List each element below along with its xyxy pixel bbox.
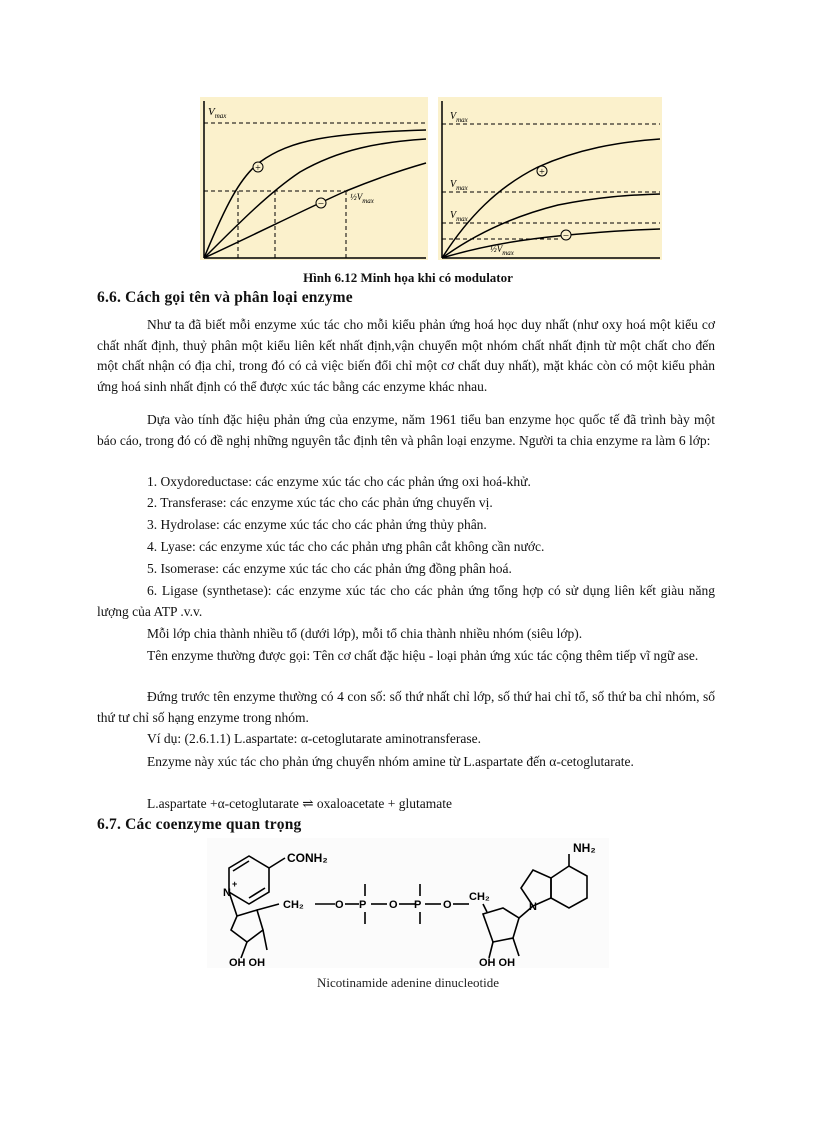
- conh2-label: CONH₂: [287, 851, 328, 865]
- ch2-label-right: CH₂: [469, 891, 490, 903]
- nad-structure-drawing: [207, 838, 609, 968]
- oh-label-left: OH OH: [229, 957, 266, 968]
- paragraph-2: Dựa vào tính đặc hiệu phản ứng của enzyme, năm 1961 tiểu ban enzyme học quốc tế đã trình bày một báo cáo, trong đó có đề nghị những nguyên tắc định tên và phân loại enzyme. Người ta chia enzyme ra làm 6 lớp:: [97, 412, 715, 448]
- n-label-pyridine: N: [223, 887, 231, 899]
- p-label-2: P: [414, 899, 422, 911]
- enzyme-class-6: 6. Ligase (synthetase): các enzyme xúc tác cho các phản ứng tổng hợp có sử dụng liên kết giàu năng lượng của ATP .v.v.: [97, 583, 715, 619]
- figure-caption: Hình 6.12 Minh họa khi có modulator: [303, 270, 513, 285]
- p-label-1: P: [359, 899, 367, 911]
- paragraph-4: Tên enzyme thường được gọi: Tên cơ chất đặc hiệu - loại phản ứng xúc tác cộng thêm tiếp vĩ ngữ ase.: [147, 648, 699, 663]
- paragraph-5: Đứng trước tên enzyme thường có 4 con số: số thứ nhất chỉ lớp, số thứ hai chỉ tổ, số thứ ba chỉ nhóm, số thứ tư chỉ số hạng enzyme trong nhóm.: [97, 689, 715, 725]
- reaction-equation: L.aspartate +α-cetoglutarate ⇌ oxaloacetate + glutamate: [147, 796, 452, 811]
- paragraph-3: Mỗi lớp chia thành nhiều tổ (dưới lớp), mỗi tổ chia thành nhiều nhóm (siêu lớp).: [147, 626, 583, 641]
- vmax-label-2: $V_{max}$: [450, 179, 468, 192]
- o-label-3: O: [443, 899, 452, 911]
- plus-marker: +: [255, 163, 261, 174]
- vmax-label: $V_{max}$: [450, 111, 468, 124]
- enzyme-class-4: 4. Lyase: các enzyme xúc tác cho các phản ưng phân cắt không cần nước.: [147, 539, 545, 554]
- o-label-1: O: [335, 899, 344, 911]
- half-vmax-label: $\frac{1}{2}V_{max}$: [350, 192, 374, 205]
- nad-structure-figure: [207, 838, 609, 968]
- o-label-2: O: [389, 899, 398, 911]
- enzyme-class-5: 5. Isomerase: các enzyme xúc tác cho các phản ứng đồng phân hoá.: [147, 561, 512, 576]
- paragraph-6: Enzyme này xúc tác cho phản ứng chuyển nhóm amine từ L.aspartate đến α-cetoglutarate.: [147, 754, 634, 769]
- enzyme-class-2: 2. Transferase: các enzyme xúc tác cho các phản ứng chuyển vị.: [147, 495, 493, 510]
- vmax-label-3: $V_{max}$: [450, 210, 468, 223]
- minus-marker: −: [562, 230, 570, 242]
- vmax-label: $V_{max}$: [208, 106, 227, 120]
- n-label-purine: N: [529, 901, 537, 913]
- oh-label-right: OH OH: [479, 957, 516, 968]
- paragraph-1: Như ta đã biết mỗi enzyme xúc tác cho mỗi kiểu phản ứng hoá học duy nhất (như oxy hoá một kiểu cơ chất nhất định, thuỷ phân một kiểu liên kết nhất định,vận chuyển một nhóm chất nhất định từ một chất cho đến một chất nhận có địa chỉ, trong đó có cả việc biến đổi chỉ một cơ chất duy nhất), mặt khác còn có một kiểu phản ứng hoá sinh nhất định có thể được xúc tác bằng các enzyme khác nhau.: [97, 317, 715, 394]
- section-heading-6-6: 6.6. Cách gọi tên và phân loại enzyme: [97, 289, 353, 306]
- figure-right-panel: [438, 97, 662, 260]
- plus-marker: +: [539, 167, 545, 178]
- section-heading-6-7: 6.7. Các coenzyme quan trọng: [97, 816, 302, 833]
- plus-charge-label: +: [232, 879, 238, 889]
- structure-caption: Nicotinamide adenine dinucleotide: [317, 975, 499, 990]
- enzyme-class-1: 1. Oxydoreductase: các enzyme xúc tác cho các phản ứng oxi hoá-khử.: [147, 474, 531, 489]
- kinetics-plot-right: [438, 97, 662, 260]
- enzyme-class-3: 3. Hydrolase: các enzyme xúc tác cho các phản ứng thủy phân.: [147, 517, 487, 532]
- figure-left-panel: [200, 97, 428, 260]
- example-line: Ví dụ: (2.6.1.1) L.aspartate: α-cetoglutarate aminotransferase.: [147, 731, 481, 746]
- kinetics-plot-left: [200, 97, 428, 260]
- minus-marker: −: [317, 198, 325, 210]
- half-vmax-label: $\frac{1}{2}V_{max}$: [490, 244, 514, 257]
- ch2-label-left: CH₂: [283, 899, 304, 911]
- nh2-label: NH₂: [573, 841, 596, 855]
